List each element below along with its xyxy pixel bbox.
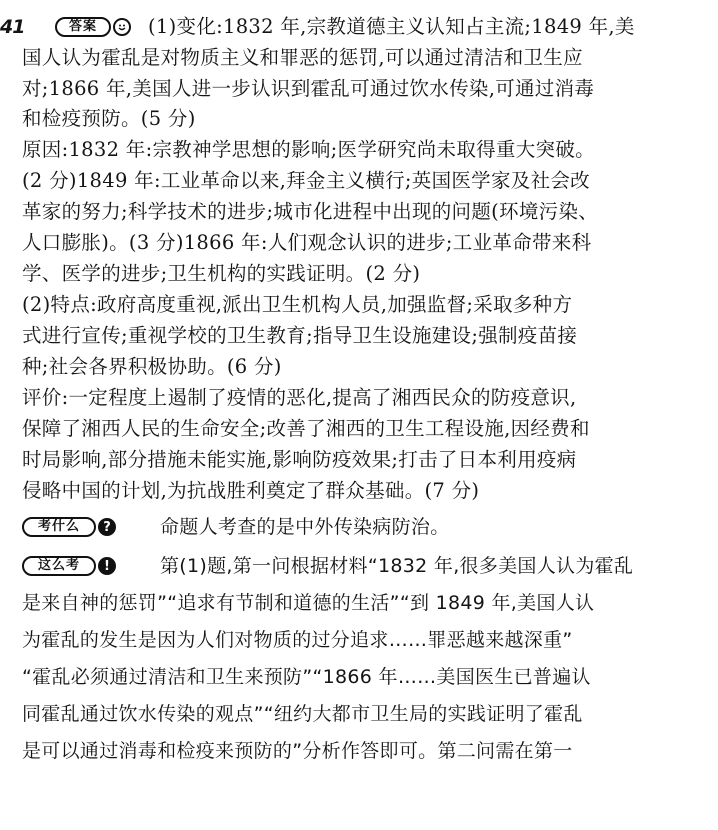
what-tested-badge-label: 考什么 <box>37 519 80 534</box>
answer-line-9: 学、医学的进步;卫生机构的实践证明。(2 分) <box>22 262 421 285</box>
question-number: 41 <box>0 16 25 38</box>
answer-line-16: 侵略中国的计划,为抗战胜利奠定了群众基础。(7 分) <box>22 479 480 502</box>
answer-line-12: 种;社会各界积极协助。(6 分) <box>22 355 282 378</box>
answer-line-10: (2)特点:政府高度重视,派出卫生机构人员,加强监督;采取多种方 <box>22 293 573 316</box>
answer-line-2: 国人认为霍乱是对物质主义和罪恶的惩罚,可以通过清洁和卫生应 <box>22 46 583 69</box>
how-tested-line-5: 同霍乱通过饮水传染的观点”“纽约大都市卫生局的实践证明了霍乱 <box>22 703 583 725</box>
answer-line-6: (2 分)1849 年:工业革命以来,拜金主义横行;英国医学家及社会改 <box>22 169 590 192</box>
answer-line-4: 和检疫预防。(5 分) <box>22 107 196 130</box>
how-tested-line-1: 第(1)题,第一问根据材料“1832 年,很多美国人认为霍乱 <box>160 555 634 577</box>
question-icon: ? <box>98 518 116 536</box>
answer-line-7: 革家的努力;科学技术的进步;城市化进程中出现的问题(环境污染、 <box>22 200 599 223</box>
answer-line-8: 人口膨胀)。(3 分)1866 年:人们观念认识的进步;工业革命带来科 <box>22 231 592 254</box>
how-tested-badge <box>22 556 96 576</box>
answer-line-5: 原因:1832 年:宗教神学思想的影响;医学研究尚未取得重大突破。 <box>22 138 595 161</box>
answer-line-1: (1)变化:1832 年,宗教道德主义认知占主流;1849 年,美 <box>148 15 635 38</box>
answer-line-3: 对;1866 年,美国人进一步认识到霍乱可通过饮水传染,可通过消毒 <box>22 77 595 100</box>
what-tested-badge <box>22 517 96 537</box>
answer-line-14: 保障了湘西人民的生命安全;改善了湘西的卫生工程设施,因经费和 <box>22 417 590 440</box>
smile-icon <box>113 18 131 36</box>
answer-badge-label: 答案 <box>68 19 97 34</box>
answer-line-11: 式进行宣传;重视学校的卫生教育;指导卫生设施建设;强制疫苗接 <box>22 324 578 347</box>
answer-line-15: 时局影响,部分措施未能实施,影响防疫效果;打击了日本利用疫病 <box>22 448 577 471</box>
how-tested-line-6: 是可以通过消毒和检疫来预防的”分析作答即可。第二问需在第一 <box>22 740 573 762</box>
how-tested-badge-label: 这么考 <box>37 558 80 573</box>
how-tested-line-2: 是来自神的惩罚”“追求有节制和道德的生活”“到 1849 年,美国人认 <box>22 592 595 614</box>
exclamation-icon: ! <box>98 557 116 575</box>
answer-badge <box>55 17 111 37</box>
how-tested-line-3: 为霍乱的发生是因为人们对物质的过分追求……罪恶越来越深重” <box>22 629 573 651</box>
what-tested-line: 命题人考查的是中外传染病防治。 <box>160 516 450 538</box>
how-tested-line-4: “霍乱必须通过清洁和卫生来预防”“1866 年……美国医生已普遍认 <box>22 666 591 688</box>
answer-line-13: 评价:一定程度上遏制了疫情的恶化,提高了湘西民众的防疫意识, <box>22 386 577 409</box>
